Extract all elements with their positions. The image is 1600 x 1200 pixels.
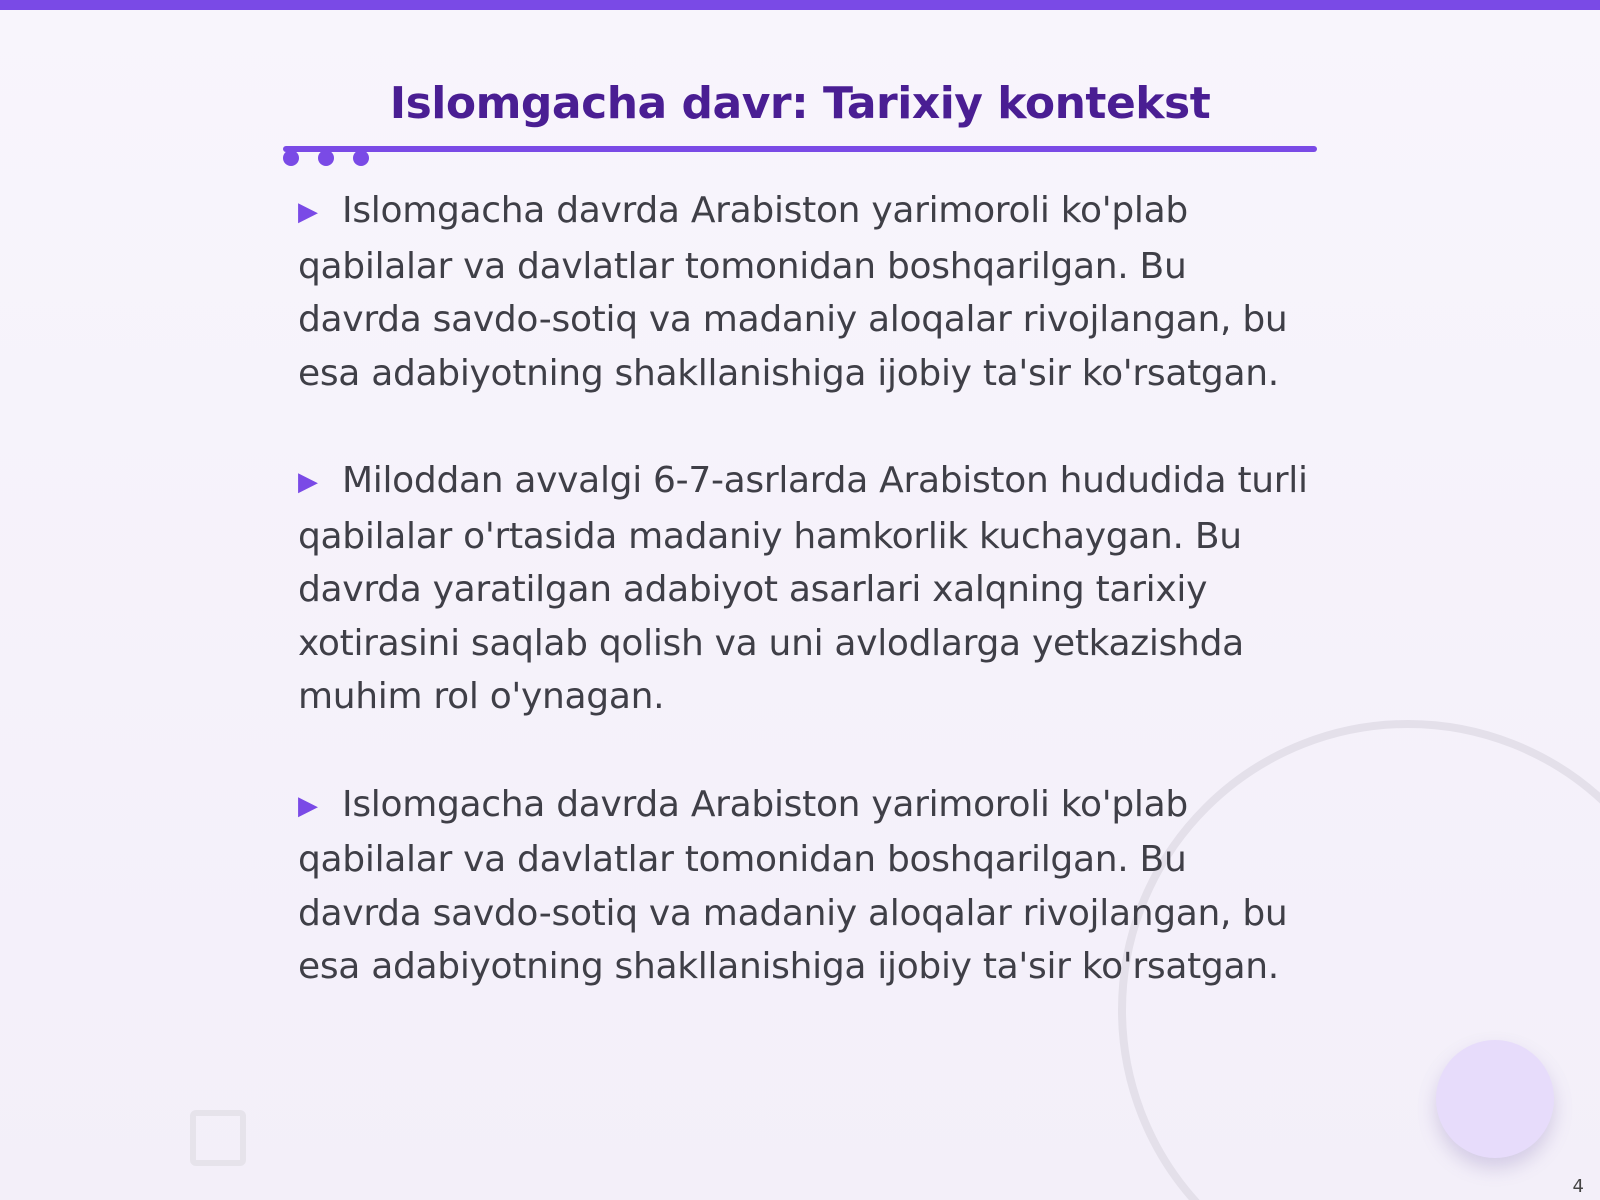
bullet-text: Islomgacha davrda Arabiston yarimoroli ko'plab qabilalar va davlatlar tomonidan boshqarilgan. Bu davrda savdo-sotiq va madaniy aloqalar rivojlangan, bu esa adabiyotning shakllanishiga ijobiy ta'sir ko'rsatgan. <box>298 783 1288 987</box>
underline-dot <box>353 150 369 166</box>
underline-dot <box>283 150 299 166</box>
bullet-item <box>298 184 1308 400</box>
play-triangle-icon: ▶ <box>298 790 318 821</box>
play-triangle-icon: ▶ <box>298 467 318 497</box>
top-accent-bar <box>0 0 1600 10</box>
play-triangle-icon: ▶ <box>298 197 318 227</box>
page-number: 4 <box>1572 1176 1584 1197</box>
bullet-item <box>298 454 1308 724</box>
underline-dot <box>318 150 334 166</box>
bullet-text: Miloddan avvalgi 6-7-asrlarda Arabiston hududida turli qabilalar o'rtasida madaniy hamkorlik kuchaygan. Bu davrda yaratilgan adabiyot asarlari xalqning tarixiy xotirasini saqlab qolish va uni avlodlarga yetkazishda muhim rol o'ynagan. <box>298 460 1308 717</box>
underline-dots <box>283 150 373 166</box>
bullet-list <box>298 184 1308 1048</box>
title-underline <box>283 146 1317 152</box>
slide-title: Islomgacha davr: Tarixiy kontekst <box>389 78 1211 129</box>
decorative-circle <box>1436 1040 1554 1158</box>
bullet-text: Islomgacha davrda Arabiston yarimoroli ko'plab qabilalar va davlatlar tomonidan boshqarilgan. Bu davrda savdo-sotiq va madaniy aloqalar rivojlangan, bu esa adabiyotning shakllanishiga ijobiy ta'sir ko'rsatgan. <box>298 190 1288 394</box>
bullet-item <box>298 778 1308 994</box>
decorative-square <box>190 1110 246 1166</box>
